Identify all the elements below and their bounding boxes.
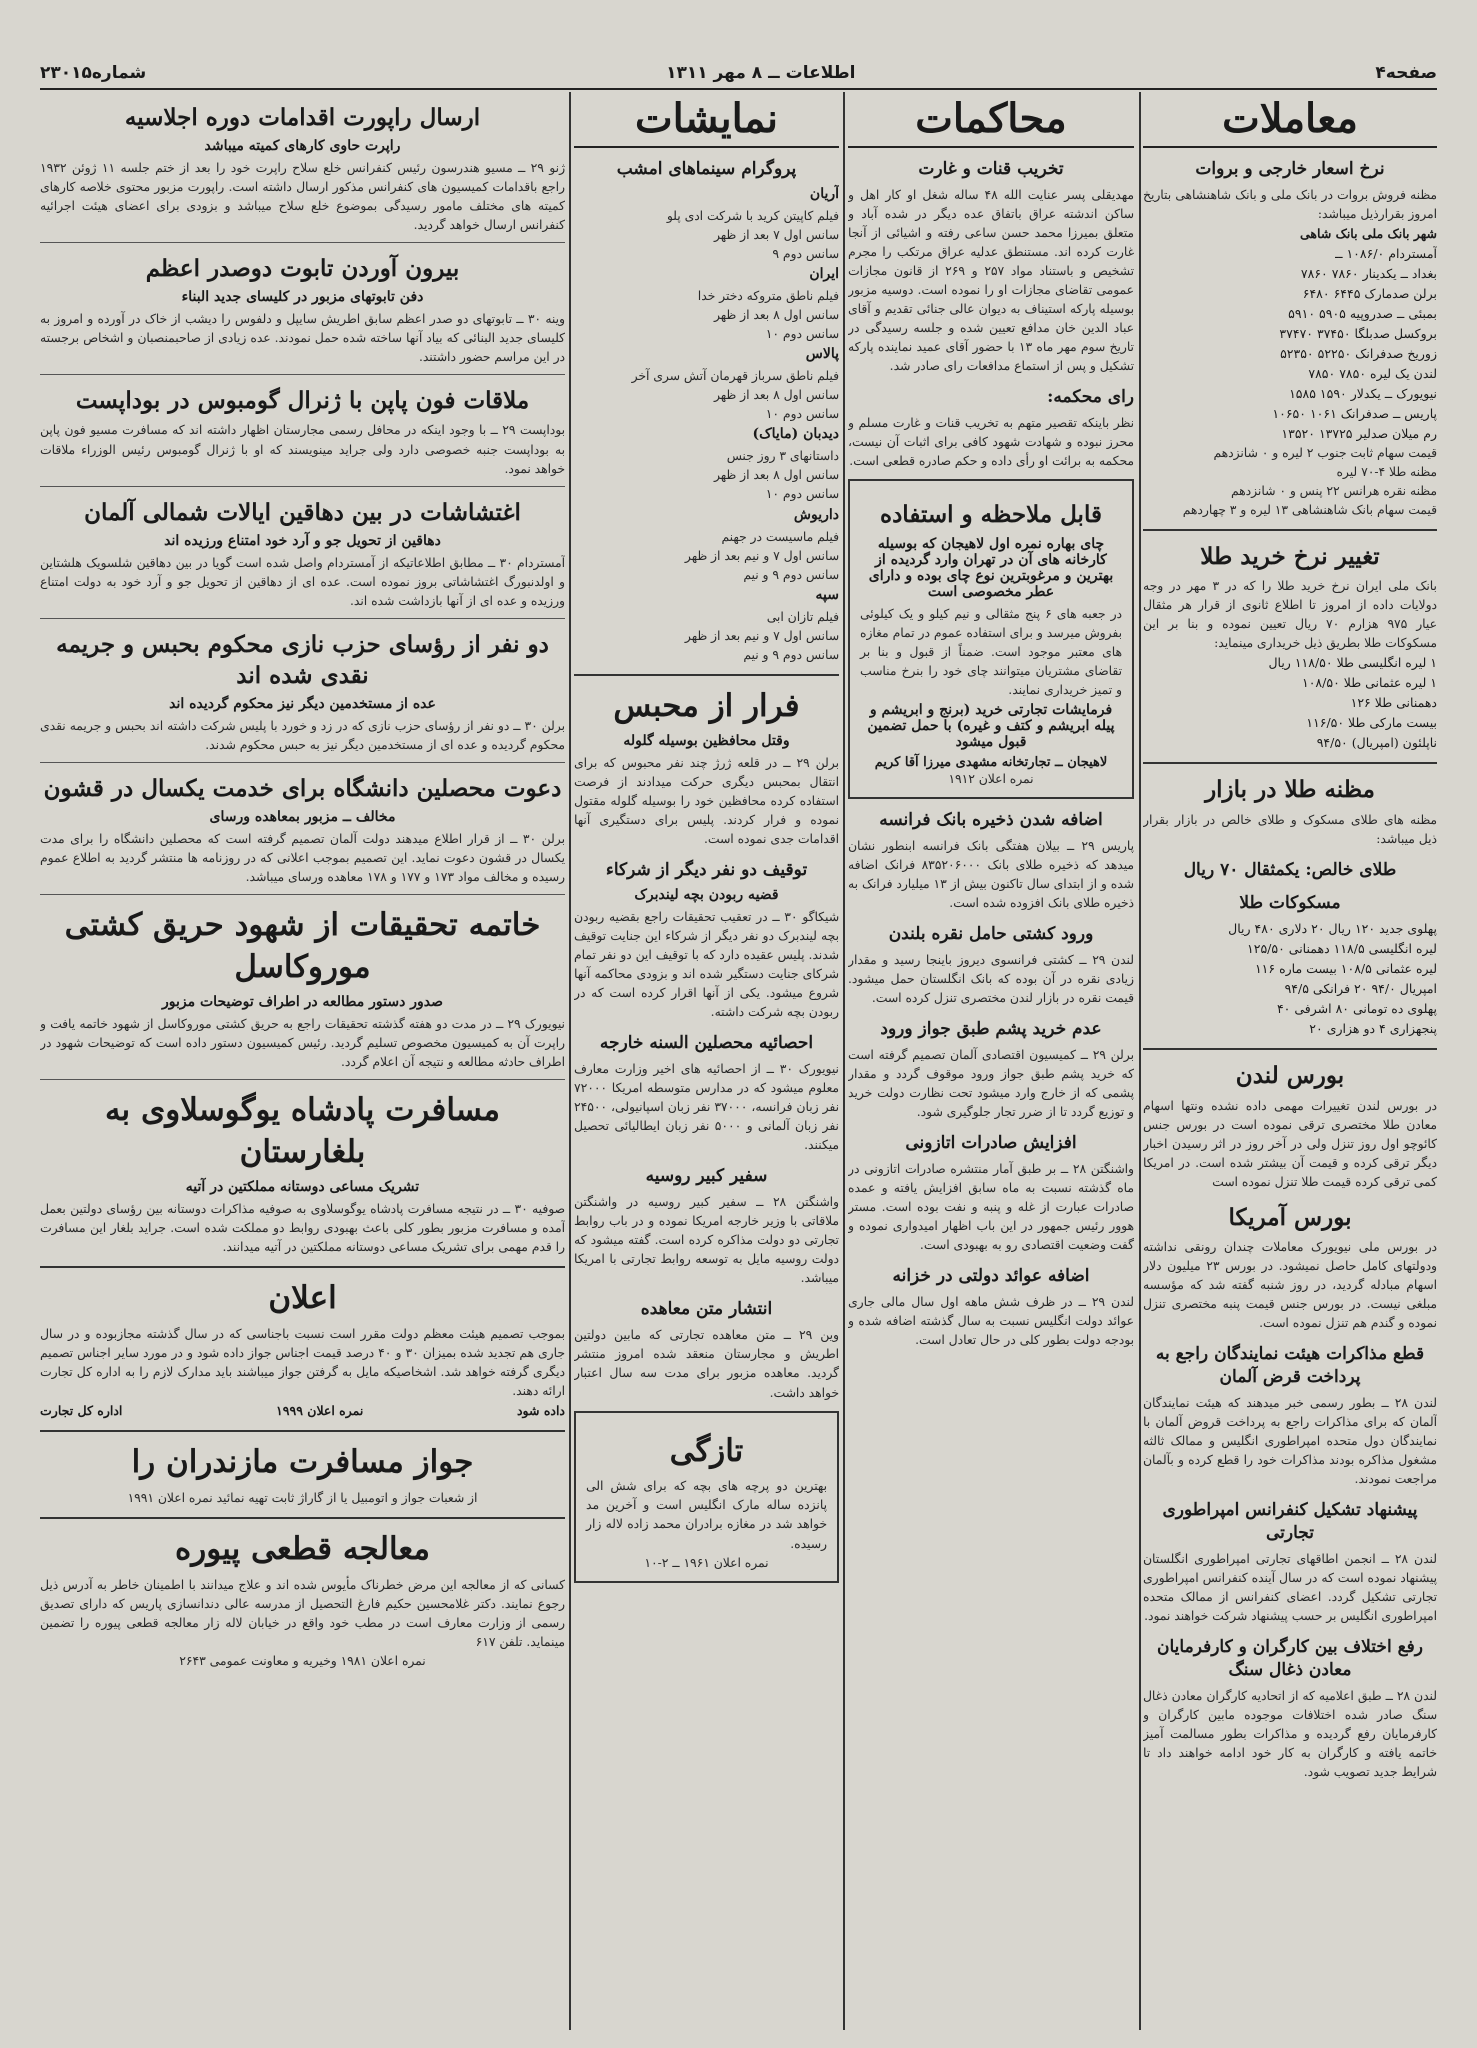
verdict-label: رای محکمه: (1047, 387, 1134, 408)
article-body: برلن ۳۰ ــ از قرار اطلاع میدهند دولت آلمان تصمیم گرفته است که محصلین دانشگاه را برای مدت یکسال در قشون دعوت نماید. این تصمیم بموجب اعلانی که در روزنامه ها منتشر گردید به اطلاع عموم رسیده و مخالف مواد ۱۷۳ و ۱۷۷ و ۱۷۸ معاهده ورسای میباشد. (40, 832, 565, 885)
article-body: پاریس ۲۹ ــ بیلان هفتگی بانک فرانسه ابنطور نشان میدهد که ذخیره طلای بانک ۸۳۵۲۰۶۰۰۰ فرانک اضافه شده و از ابتدای سال تاکنون بیش از ۱۳ میلیارد فرانک به ذخیره طلای بانک افزوده شده است. (848, 838, 1134, 910)
divider (574, 674, 839, 676)
article-headline: مسافرت پادشاه یوگوسلاوی به بلغارستان (104, 1092, 501, 1170)
treatment-number: نمره اعلان ۱۹۸۱ وخیریه و معاونت عمومی ۲۶۴۳ (179, 1653, 426, 1668)
article-headline: احصائیه محصلین السنه خارجه (599, 1033, 814, 1054)
article-headline: تخریب قنات و غارت (918, 159, 1064, 179)
article-body: نیویورک ۳۰ ــ از احصائیه های اخیر وزارت معارف معلوم میشود که در مدارس متوسطه امریکا ۷۲۰۰۰ نفر زبان فرانسه، ۳۷۰۰۰ نفر زبان اسپانیولی، ۲۴۵۰۰ نفر زبان آلمانی و ۵۰۰۰ نفر زبان ایطالیائی تحصیل میکنند. (574, 1062, 839, 1153)
pure-gold-price: طلای خالص: یکمثقال ۷۰ ریال (1183, 859, 1397, 880)
article-subhead: وقتل محافظین بوسیله گلوله (623, 732, 790, 749)
conference-headline: پیشنهاد تشکیل کنفرانس امپراطوری تجارتی (1162, 1500, 1418, 1544)
article-headline: خاتمه تحقیقات از شهود حریق کشتی موروکاسل (64, 907, 541, 986)
article-subhead: تشریک مساعی دوستانه مملکتین در آتیه (185, 1178, 420, 1195)
us-bourse-body: در بورس ملی نیویورک معاملات چندان رونقی نداشته ودولتهای کامل حاصل نمیشود. در بورس ۲۳ میلیون دلار اسهام مبادله گردید، در روز شنبه گفته شد که مؤسسه مبلغی نیست. در بورس جنس قیمت پنبه مختصری تنزل نموده و گندم هم تنزل نموده است. (1143, 1239, 1437, 1330)
ad-signature: لاهیجان ــ تجارتخانه مشهدی میرزا آقا کریم (874, 754, 1108, 770)
article-headline: اضافه شدن ذخیره بانک فرانسه (879, 809, 1103, 830)
london-bourse-headline: بورس لندن (1235, 1062, 1345, 1090)
cinema-name: دیدبان (مایاک) (752, 426, 839, 443)
section-title: معاملات (1143, 92, 1437, 148)
article-subhead: عده از مستخدمین دیگر نیز محکوم گردیده اند (169, 695, 436, 712)
cinema-name: داریوش (793, 506, 839, 523)
article-headline: توقیف دو نفر دیگر از شرکاء (605, 859, 808, 880)
cinema-name: پالاس (805, 346, 839, 363)
gold-row: بیست مارکی طلا ۱۱۶/۵۰ (1306, 715, 1437, 731)
divider (1143, 529, 1437, 531)
divider (40, 618, 565, 619)
column-shows (574, 92, 839, 2030)
coin-row: پهلوی جدید ۱۲۰ ریال ۲۰ دلاری ۴۸۰ ریال (1228, 921, 1437, 937)
article-headline: عدم خرید پشم طبق جواز ورود (880, 1019, 1102, 1040)
fx-row: زوریخ صدفرانک ۵۲۲۵۰ ۵۲۳۵۰ (1280, 346, 1437, 362)
coin-row: پهلوی ده تومانی ۸۰ اشرفی ۴۰ (1276, 1001, 1437, 1017)
subhead-part: مخالف (355, 809, 396, 826)
fx-row: بروکسل صدبلگا ۳۷۴۵۰ ۳۷۴۷۰ (1279, 326, 1437, 342)
us-bourse-headline: بورس آمریکا (1228, 1203, 1352, 1231)
article-headline: دو نفر از رؤسای حزب نازی محکوم بحبس و جریمه نقدی شده اند (56, 630, 549, 689)
article-body: واشنگتن ۲۸ ــ بر طبق آمار منتشره صادرات اتازونی در ماه گذشته نسبت به ماه سابق افزایش یافته و عمده صادرات عبارت از غله و پنبه و نفت بوده است. مستر هوور رئیس جمهور در این باب اظهار امیدواری نموده و گفت وضعیت اقتصادی رو به بهبودی است. (848, 1162, 1134, 1253)
cinema-line: سانس اول ۸ بعد از ظهر (713, 468, 839, 483)
verdict-body: نظر باینکه تقصیر متهم به تخریب قنات و غارت مسلم و محرز نبوده و شهادت شهود کافی برای اثبات آن نیست، محکمه به برائت او رأی داده و حکم صادره قطعی است. (848, 416, 1134, 469)
announcement-headline: اعلان (268, 1279, 337, 1316)
article-headline: فرار از محبس (613, 687, 800, 724)
fx-note: قیمت سهام ثابت جنوب ۲ لیره و ۰ شانزدهم (1213, 446, 1437, 461)
fx-row: نیویورک ــ یکدلار ۱۵۹۰ ۱۵۸۵ (1289, 386, 1437, 402)
cinema-line: سانس اول ۸ بعد از ظهر (713, 388, 839, 403)
divider (40, 1430, 565, 1432)
cinema-name: ایران (809, 266, 839, 283)
announcement-signature: اداره کل تجارت (40, 1402, 123, 1418)
ad-body: در جعبه های ۶ پنج مثقالی و نیم کیلو و یک کیلوئی بفروش میرسد و برای استفاده عموم در تمام مغازه های معتبر موجود است. ضمناً از قبول و بنا بر تقاضای مشتریان میتوانند چای خود را بنرخ مناسب و تمیز خریداری نمایند. (860, 606, 1122, 697)
fx-table-header: شهر بانک ملی بانک شاهی (1300, 226, 1437, 242)
issue-number: شماره۲۳۰۱۵ (40, 63, 147, 83)
cinema-line: داستانهای ۳ روز جنس (726, 449, 839, 464)
divider (40, 894, 565, 895)
article-headline: ورود کشتی حامل نقره بلندن (888, 923, 1094, 944)
section-title: محاکمات (848, 92, 1134, 148)
column-rule (1139, 92, 1141, 2030)
divider (40, 242, 565, 243)
column-rule (843, 92, 845, 2030)
fx-note: قیمت سهام بانک شاهنشاهی ۱۳ لیره و ۳ چهاردهم (1182, 503, 1437, 518)
article-body: لندن ۲۹ ــ کشتی فرانسوی دیروز باینجا رسید و مقدار زیادی نقره در آن بوده که بانک انگلستان حمل میشود. قیمت نقره در بازار لندن مختصری تنزل کرده است. (848, 952, 1134, 1005)
article-body: وینه ۳۰ ــ تابوتهای دو صدر اعظم سابق اطریش سایپل و دلفوس را دیشب از خاک در آورده و امروز به کلیسای جدید البنائی که بیاد آنها ساخته شده حمل نمودند. عده زیادی از صاحبمنصبان و اشخاص برجسته در این مراسم حضور داشتند. (40, 312, 565, 365)
ad-headline: قابل ملاحظه و استفاده (880, 501, 1102, 529)
fx-headline: نرخ اسعار خارجی و بروات (1195, 159, 1385, 179)
permit-body: از شعبات جواز و اتومبیل یا از گاراژ ثابت تهیه نمائید نمره اعلان ۱۹۹۱ (127, 1490, 478, 1505)
article-body: برلن ۳۰ ــ دو نفر از رؤسای حزب نازی که در زد و خورد با پلیس شرکت داشته اند بحبس و جریمه نقدی محکوم گردیده و عده ای از مستخدمین دیگر نیز به حبس محکوم شدند. (40, 718, 565, 752)
page-header (40, 58, 1437, 90)
cinema-entry (574, 587, 839, 665)
ad-number: نمره اعلان ۱۹۶۱ ــ ۲-۱۰ (644, 1555, 769, 1570)
news-advertisement (574, 1411, 839, 1583)
article-subhead: راپرت حاوی کارهای کمیته میباشد (204, 138, 401, 155)
divider (40, 1517, 565, 1519)
divider (40, 762, 565, 763)
cinema-name: آریان (809, 185, 839, 202)
coins-subhead: مسکوکات طلا (1239, 892, 1341, 913)
cinema-line: سانس اول ۷ بعد از ظهر (713, 227, 839, 242)
fx-row: لندن یک لیره ۷۸۵۰ ۷۸۵۰ (1308, 366, 1437, 382)
market-intro: مظنه های طلای مسکوک و طلای خالص در بازار بقرار ذیل میباشد: (1143, 812, 1437, 846)
subhead-part: مزبور بمعاهده ورسای (209, 809, 338, 826)
divider (1143, 1048, 1437, 1050)
cinema-line: سانس دوم ۱۰ (765, 487, 839, 502)
permit-headline: جواز مسافرت مازندران را (131, 1443, 474, 1480)
article-body: مهدیقلی پسر عنایت الله ۴۸ ساله شغل او کار اهل و ساکن اندشته عراق باتفاق عده دیگر در شده آباد و متعلق بمیرزا محمد حسن ساعی رفته و اشیائی از آنجا غارت کرده اند. مستنطق عدلیه عراق مرتکب را مجرم تشخیص و باستناد مواد ۲۵۷ و ۲۶۹ از قانون مجازات عمومی تقاضای مجازات او را نموده است. دوسیه مزبور بوسیله پارکه استیناف به دیوان عالی جنائی تقدیم و آقای عباد الدین خان مدافع تعیین شده و جلسه رسیدگی در تاریخ سوم مهر ماه ۱۳ با حضور آقای عمید نماینده پارکه تشکیل و پس از استماع مدافعات رای صادر شد. (848, 187, 1134, 374)
conference-body: لندن ۲۸ ــ انجمن اطاقهای تجارتی امپراطوری انگلستان پیشنهاد نموده است که در سال آینده کنفرانس امپراطوری تجارتی تشکیل گردد. اعضای کنفرانس از ممالک متحده امپراطوری انگلیس بر حسب پیشنهاد شرکت خواهند نمود. (1143, 1552, 1437, 1624)
fx-row: آمستردام ۱۰۸۶/۰ ــ (1335, 246, 1437, 262)
cinema-line: فیلم ناطق سرباز قهرمان آتش سری آخر (631, 369, 839, 384)
gold-row: ۱ لیره عثمانی طلا ۱۰۸/۵۰ (1302, 675, 1437, 691)
article-subhead: مخالف ــ مزبور بمعاهده ورسای (209, 809, 396, 826)
gold-row: ناپلئون (امپریال) ۹۴/۵۰ (1316, 735, 1437, 751)
article-headline: سفیر کبیر روسیه (645, 1166, 768, 1187)
article-body: وین ۲۹ ــ متن معاهده تجارتی که مابین دولتین اطریش و مجارستان منعقد شده امروز منتشر گردید. معاهده مزبور برای مدت سه سال اعتبار خواهد داشت. (574, 1328, 839, 1400)
article-headline: ملاقات فون پاپن با ژنرال گومبوس در بوداپست (75, 387, 530, 415)
divider (40, 1079, 565, 1080)
announcement-date: داده شود (516, 1402, 565, 1418)
article-body: برلن ۲۹ ــ کمیسیون اقتصادی آلمان تصمیم گرفته است که خرید پشم طبق جواز ورود موقوف گردد و مقدار پشمی که از خارج وارد میشود تحت نظارت دولت خرید و توزیع گردد تا از ضرر تجار جلوگیری شود. (848, 1047, 1134, 1120)
column-rule (569, 92, 571, 2030)
article-headline: ارسال راپورت اقدامات دوره اجلاسیه (124, 104, 481, 131)
cinema-entry (574, 426, 839, 504)
divider (1143, 762, 1437, 764)
gold-row: ۱ لیره انگلیسی طلا ۱۱۸/۵۰ ریال (1268, 655, 1437, 671)
cinema-line: سانس اول ۸ بعد از ظهر (713, 308, 839, 323)
article-subhead: قضیه ربودن بچه لیندبرک (634, 886, 779, 903)
article-headline: انتشار متن معاهده (640, 1299, 773, 1320)
article-body: صوفیه ۳۰ ــ در نتیجه مسافرت پادشاه یوگوسلاوی به صوفیه مذاکرات دوستانه بین رؤسای دولتین بعمل آمده و مسافرت مزبور بطور کلی باعث بهبودی روابط دو مملکت شده است. جراید بلغار این مسافرت را قدم مهمی برای تشریک مساعی دوستانه مملکتین در آتیه میدانند. (40, 1201, 565, 1254)
cinema-line: فیلم ناطق متروکه دختر خدا (697, 289, 839, 304)
cinema-line: فیلم تازان ابی (766, 609, 839, 624)
gold-headline: تغییر نرخ خرید طلا (1200, 543, 1380, 571)
announcement-footer (40, 1401, 565, 1421)
ad-orders: فرمایشات تجارتی خرید (برنج و ابریشم و پیله ابریشم و کتف و غیره) با حمل تضمین قبول میشود (867, 701, 1115, 750)
announcement-body: بموجب تصمیم هیئت معظم دولت مقرر است نسبت باجناسی که در سال گذشته مجازبوده و در سال جاری هم تجدید شده بمیزان ۳۰ و ۴۰ درصد قیمت اجناس جواز داده شود و در مورد سایر اجناس تصمیم دیگری گرفته خواهد شد. اشخاصیکه مایل به گرفتن جواز میباشند باید مدارک لازم را به اداره کل تجارت ارائه دهند. (40, 1326, 565, 1398)
announcement-number: نمره اعلان ۱۹۹۹ (276, 1402, 364, 1418)
cinema-name: سپه (815, 586, 839, 603)
column-news (40, 92, 565, 2030)
article-headline: افزایش صادرات اتازونی (905, 1133, 1077, 1154)
article-body: آمستردام ۳۰ ــ مطابق اطلاعاتیکه از آمستردام واصل شده است گویا در بین دهاقین شلسویک هلشتاین و اولدنبورگ اغتشاشاتی بروز نموده است. عده ای از دهاقین از تحویل جو و آرد خود به دولت امتناع ورزیده و عده ای از آنها بازداشت شده اند. (40, 555, 565, 608)
section-title: نمایشات (574, 92, 839, 148)
article-body: برلن ۲۹ ــ در قلعه ژرژ چند نفر محبوس که برای انتقال بمحبس دیگری حرکت میدادند از فرصت استفاده کرده محافظین خود را بوسیله گلوله مقتول نموده و فرار کردند. پلیس برای دستگیری آنها اقدامات جدی نموده است. (574, 755, 839, 846)
cinema-line: سانس اول ۷ و نیم بعد از ظهر (684, 628, 839, 643)
gold-body: بانک ملی ایران نرخ خرید طلا را که در ۳ مهر در وجه دولایات داده از امروز تا اطلاع ثانوی از قرار هر مثقال عیار ۹۷۵ هزارم ۷۰ ریال تعیین نموده و بنا بر این مسکوکات طلا بطریق ذیل خریداری مینماید: (1143, 579, 1437, 651)
london-bourse-body: در بورس لندن تغییرات مهمی داده نشده ونتها اسهام معادن طلا مختصری ترقی نموده است در بورس جنس کائوچو اول روز تنزل ولی در آخر روز در اثر رسیدن اخبار دیگر ترقی کرده و قیمت آن بیشتر شده است. در امریکا کمی ترقی کرده قیمت طلا تنزل نموده است (1143, 1098, 1437, 1189)
program-headline: پروگرام سینماهای امشب (616, 159, 797, 179)
article-headline: دعوت محصلین دانشگاه برای خدمت یکسال در قشون (43, 774, 562, 802)
labor-body: لندن ۲۸ ــ طبق اعلامیه که از اتحادیه کارگران معادن ذغال سنگ صادر شده اختلافات موجوده مابین کارگران و کارفرمایان رفع گردیده و مذاکرات بطور مسالمت آمیز خاتمه یافته و کارگران به کار خود ادامه خواهند داد تا شرایط جدید تصویب شود. (1143, 1689, 1437, 1780)
fx-note: مظنه نقره هرانس ۲۲ پنس و ۰ شانزدهم (1231, 484, 1437, 499)
gold-row: دهمنانی طلا ۱۲۶ (1350, 695, 1437, 711)
article-body: بوداپست ۲۹ ــ با وجود اینکه در محافل رسمی مجارستان اظهار داشته اند که مسافرت مسیو فون پاپن به بوداپست جنبه خصوصی دارد ولی جراید مینویسند که او با ژنرال گومبوس رئیس الوزراء ملاقات خواهد نمود. (40, 423, 565, 476)
cinema-entry (574, 346, 839, 424)
coin-row: لیره انگلیسی ۱۱۸/۵ دهمنانی ۱۲۵/۵۰ (1247, 941, 1437, 957)
treatment-headline: معالجه قطعی پیوره (175, 1530, 430, 1567)
ad-body: بهترین دو پرچه های بچه که برای شش الی پانزده ساله مارک انگلیس است و آخرین مد خواهد شد در مغازه برادران محمد زاده لاله زار رسیده. (586, 1479, 827, 1551)
masthead: اطلاعات ــ ۸ مهر ۱۳۱۱ (666, 63, 856, 83)
coin-row: پنجهزاری ۴ دو هزاری ۲۰ (1309, 1021, 1437, 1037)
cinema-line: سانس دوم ۱۰ (765, 407, 839, 422)
market-headline: مظنه طلا در بازار (1205, 776, 1375, 804)
labor-headline: رفع اختلاف بین کارگران و کارفرمایان معادن ذغال سنگ (1157, 1637, 1423, 1681)
article-headline: اغتشاشات در بین دهاقین ایالات شمالی آلمان (84, 498, 521, 526)
page-label: صفحه۴ (1375, 63, 1437, 83)
column-trials (848, 92, 1134, 2030)
article-body: ژنو ۲۹ ــ مسیو هندرسون رئیس کنفرانس خلع سلاح راپرت خود را بعد از ختم جلسه ۱۱ ژوئن ۱۹۳۲ راجع باقدامات کمیسیون های کنفرانس مذکور ارسال داشته است. راپورت مزبور محتوی خلاصه کارهای کمیته های مختلف مامور رسیدگی بموضوع خلع سلاح میباشد و بزودی برای اعضای هیئت اجرائیه کنفرانس ارسال خواهد گردید. (40, 161, 565, 233)
cinema-line: سانس دوم ۹ و نیم (743, 567, 839, 582)
cinema-entry (574, 266, 839, 344)
fx-row: برلن صدمارک ۶۴۴۵ ۶۴۸۰ (1302, 286, 1437, 302)
article-body: نیویورک ۲۹ ــ در مدت دو هفته گذشته تحقیقات راجع به حریق کشتی موروکاسل از شهود خاتمه یافت و راپرت آن به کمیسیون مخصوص تسلیم گردید. رئیس کمیسیون دستور داده است که توضیحات شهود در اطراف حادثه مطالعه و نتیجه آن اعلام گردد. (40, 1016, 565, 1069)
article-headline: اضافه عوائد دولتی در خزانه (892, 1266, 1090, 1287)
germany-headline: قطع مذاکرات هیئت نمایندگان راجع به پرداخت قرض آلمان (1155, 1344, 1425, 1387)
article-body: شیکاگو ۳۰ ــ در تعقیب تحقیقات راجع بقضیه ربودن بچه لیندبرک دو نفر دیگر از شرکاء این جنایت توقیف شدند. پلیس عقیده دارد که با توقیف این دو نفر تمام شرکای جنایت دستگیر شده اند و بزودی محاکمه آنها شروع میشود. یکی از آنها اقرار کرده است که در ربودن بچه شرکت داشته. (574, 909, 839, 1020)
article-body: واشنگتن ۲۸ ــ سفیر کبیر روسیه در واشنگتن ملاقاتی با وزیر خارجه امریکا نموده و در باب روابط تجارتی دو دولت مذاکره کرده است. گفته میشود که دولت روسیه مایل به توسعه روابط تجارتی با امریکا میباشد. (574, 1195, 839, 1286)
coin-row: لیره عثمانی ۱۰۸/۵ بیست ماره ۱۱۶ (1254, 961, 1437, 977)
ad-headline: تازگی (669, 1432, 744, 1469)
divider (40, 486, 565, 487)
cinema-line: سانس اول ۷ و نیم بعد از ظهر (684, 548, 839, 563)
fx-note: مظنه طلا ۴-۷۰ لیره (1336, 465, 1437, 480)
fx-row: بغداد ــ یکدینار ۷۸۶۰ ۷۸۶۰ (1300, 266, 1437, 282)
article-headline: بیرون آوردن تابوت دوصدر اعظم (145, 255, 460, 283)
fx-row: پاریس ــ صدفرانک ۱۰۶۱ ۱۰۶۵۰ (1272, 406, 1437, 422)
cinema-line: فیلم کاپیتن کرید با شرکت ادی پلو (666, 208, 839, 223)
divider (40, 374, 565, 375)
cinema-entry (574, 507, 839, 585)
cinema-line: سانس دوم ۹ و نیم (743, 647, 839, 662)
cinema-line: سانس دوم ۱۰ (765, 327, 839, 342)
germany-body: لندن ۲۸ ــ بطور رسمی خبر میدهند که هیئت نمایندگان آلمان که برای مذاکرات راجع به پرداخت قروض آلمان با نمایندگان دول متحده امپراطوری انگلیس و ممالک ثالثه مشغول مذاکره بودند مذاکرات خود را قطع کرده و بآلمان مراجعت نمودند. (1143, 1395, 1437, 1487)
article-subhead: صدور دستور مطالعه در اطراف توضیحات مزبور (162, 993, 443, 1010)
cinema-line: سانس دوم ۹ (772, 247, 839, 262)
article-body: لندن ۲۹ ــ در ظرف شش ماهه اول سال مالی جاری عوائد دولت انگلیس نسبت به سال گذشته اضافه شده و بودجه دولت بطور کلی در حال تعادل است. (848, 1295, 1134, 1348)
fx-table (1143, 244, 1437, 444)
coin-row: امپریال ۹۴/۰ ۲۰ فرانکی ۹۴/۵ (1284, 981, 1437, 997)
treatment-body: کسانی که از معالجه این مرض خطرناک مأیوس شده اند و علاج میدانند با اطمینان خاطر به آدرس ذیل رجوع نمایند. دکتر غلامحسین حکیم فارغ التحصیل از مدرسه عالی دندانسازی پاریس که دارای تصدیق رسمی از وزارت معارف است در مطب خود واقع در خیابان لاله زار معالجه قطعی پیوره را تضمین مینماید. تلفن ۶۱۷ (40, 1577, 565, 1649)
ad-number: نمره اعلان ۱۹۱۲ (948, 771, 1034, 786)
article-subhead: دهاقین از تحویل جو و آرد خود امتناع ورزیده اند (164, 532, 441, 549)
divider (40, 1266, 565, 1268)
column-transactions (1143, 92, 1437, 2030)
article-subhead: دفن تابوتهای مزبور در کلیسای جدید البناء (181, 289, 424, 306)
fx-row: رم میلان صدلیر ۱۳۷۲۵ ۱۳۵۲۰ (1281, 426, 1437, 442)
fx-intro: مظنه فروش بروات در بانک ملی و بانک شاهنشاهی بتاریخ امروز بقرارذیل میباشد: (1143, 187, 1437, 221)
tea-advertisement (848, 479, 1134, 798)
cinema-entry (574, 186, 839, 264)
ad-subhead: چای بهاره نمره اول لاهیجان که بوسیله کارخانه های آن در تهران وارد گردیده از بهترین و مرغوبترین نوع چای بوده و دارای عطر مخصوصی است (868, 535, 1114, 600)
cinema-line: فیلم ماسیست در جهنم (721, 529, 839, 544)
fx-row: بمبئی ــ صدروپیه ۵۹۰۵ ۵۹۱۰ (1288, 306, 1437, 322)
